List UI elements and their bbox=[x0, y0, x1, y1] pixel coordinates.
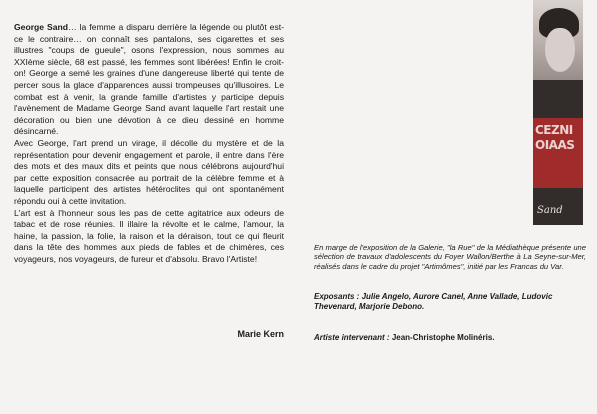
paragraph-1 bbox=[14, 22, 284, 138]
exposants-list: Exposants : Julie Angelo, Aurore Canel, Anne Vallade, Ludovic Thevenard, Marjorie Debono. bbox=[314, 292, 553, 312]
side-note bbox=[314, 243, 586, 271]
artiste-intervenant bbox=[314, 333, 586, 342]
author-signature: Marie Kern bbox=[237, 329, 284, 339]
george-sand-portrait-image bbox=[533, 0, 583, 225]
paragraph-1-text: … la femme a disparu derrière la légende ou plutôt est-ce le contraire… on connaît ses pantalons, ses cigarettes et ses illustres "coups de gueule", osons l'expression, nous sommes au XXIème siècle, 68 est passé, les femmes sont libérées! Enfin le croit-on! George a semé les graines d'une dangereuse liberté qui tente de percer sous la glace d'apparences aussi trompeuses qu'illusoires. Le combat est à venir, la grande famille d'artistes y participe depuis l'avènement de Madame George Sand avant laquelle l'art restait une décoration ou bien une dévotion à ce dieu dessiné en homme désincarné. bbox=[14, 22, 284, 137]
portrait-face bbox=[545, 28, 575, 72]
portrait-signature: Sand bbox=[537, 205, 563, 216]
side-note-intro: En marge de l'exposition de la Galerie, "la Rue" de la Médiathèque présente une sélection de travaux d'adolescents du Foyer Wallon/Berthe à La Seyne-sur-Mer, réalisés dans le cadre du projet "Artimômes", initié par les Francas du Var. bbox=[314, 243, 586, 271]
intervenant-name: Jean-Christophe Molinéris. bbox=[391, 333, 495, 342]
intervenant-label: Artiste intervenant : bbox=[314, 333, 390, 342]
main-article bbox=[14, 22, 284, 265]
portrait-overlay-text: CEZNIOIAAS bbox=[535, 123, 575, 152]
paragraph-3: L'art est à l'honneur sous les pas de cette agitatrice aux odeurs de tabac et de rose réunies. Il illaire la révolte et le calme, l'amour, la haine, la passion, la folie, la raison et la déraison, tout ce qui fleurit dans la tête des hommes aux pieds de fables et de chimères, ces voyageurs, nos voyageurs, de fureur et d'absolu. Bravo l'Artiste! bbox=[14, 207, 284, 264]
lead-name: George Sand bbox=[14, 22, 69, 32]
paragraph-2: Avec George, l'art prend un virage, il décolle du mystère et de la représentation pour devenir engagement et parole, il entre dans l'ère des mots et des maux dits et peints que nous célébrons aujourd'hui par cette exposition consacrée au portrait de la célèbre femme et à laquelle participent des artistes hétéroclites qui ont spontanément répondu oui à cette invitation. bbox=[14, 137, 284, 206]
